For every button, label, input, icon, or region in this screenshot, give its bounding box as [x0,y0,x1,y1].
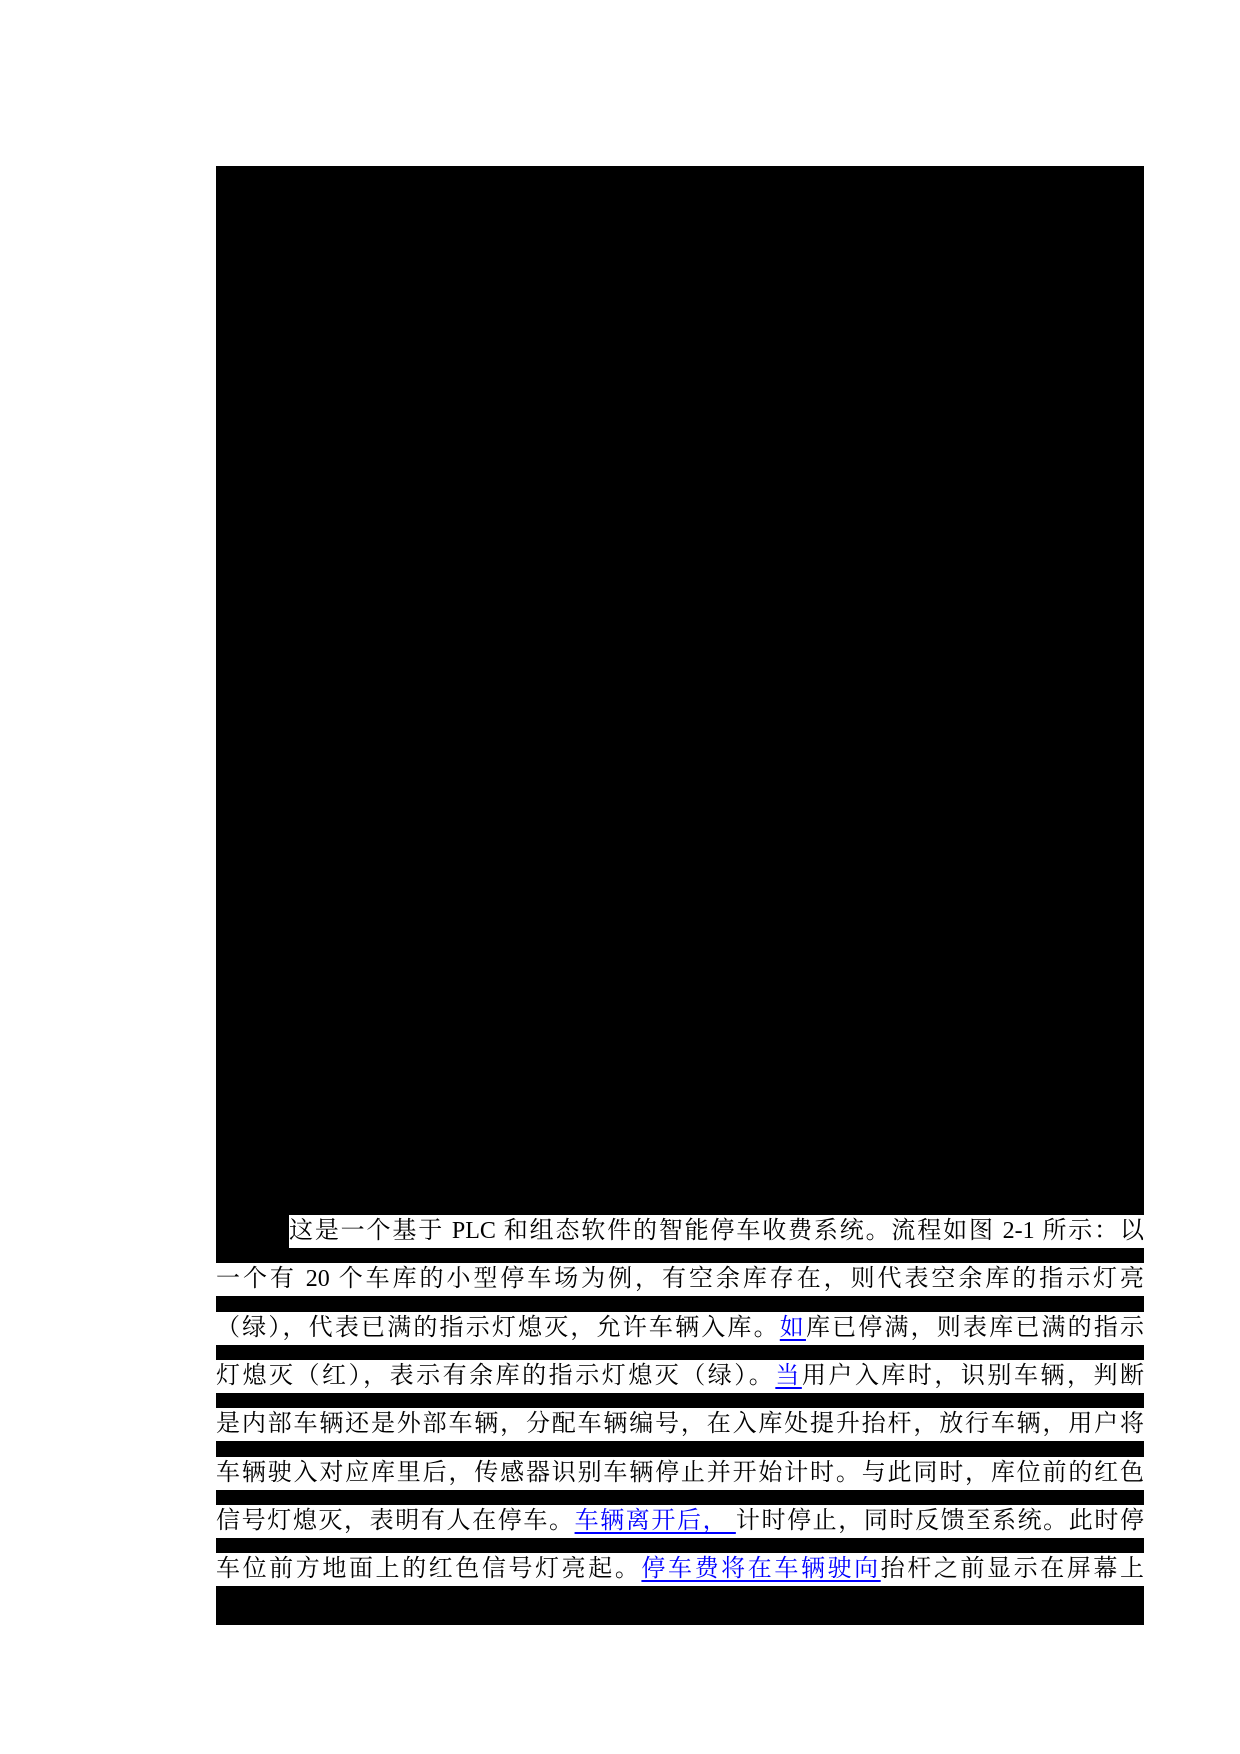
body-text: 信号灯熄灭，表明有人在停车。 [216,1508,575,1534]
paragraph-line [216,1312,1144,1345]
paragraph-line [216,1360,1144,1393]
revision-inserted-text: 如 [779,1315,806,1341]
paragraph-line [216,1408,1144,1441]
paragraph-line [216,1505,1144,1538]
body-text: 抬杆之前显示在屏幕上 [880,1556,1144,1582]
body-text: 用户入库时，识别车辆，判断 [801,1363,1144,1389]
paragraph-line [289,1215,1144,1248]
body-text: 库已停满，则表库已满的指示 [805,1315,1144,1341]
revision-inserted-text: 停车费将在车辆驶向 [641,1556,881,1582]
body-text: 一个有 20 个车库的小型停车场为例，有空余库存在，则代表空余库的指示灯亮 [216,1266,1144,1292]
revision-inserted-text: 当 [775,1363,802,1389]
figure-black-region [216,166,1144,1625]
body-text: （绿），代表已满的指示灯熄灭，允许车辆入库。 [216,1315,780,1341]
paragraph-line [216,1457,1144,1490]
revision-inserted-text: 车辆离开后， [574,1508,736,1534]
paragraph-line [216,1263,1144,1296]
body-text: 车位前方地面上的红色信号灯亮起。 [216,1556,642,1582]
body-text: 这是一个基于 PLC 和组态软件的智能停车收费系统。流程如图 2-1 所示：以 [289,1218,1144,1244]
body-text: 灯熄灭（红），表示有余库的指示灯熄灭（绿）。 [216,1363,776,1389]
body-text: 是内部车辆还是外部车辆，分配车辆编号，在入库处提升抬杆，放行车辆，用户将 [216,1411,1144,1437]
body-text: 车辆驶入对应库里后，传感器识别车辆停止并开始计时。与此同时，库位前的红色 [216,1460,1144,1486]
body-text: 计时停止，同时反馈至系统。此时停 [735,1508,1144,1534]
paragraph-line [216,1553,1144,1586]
